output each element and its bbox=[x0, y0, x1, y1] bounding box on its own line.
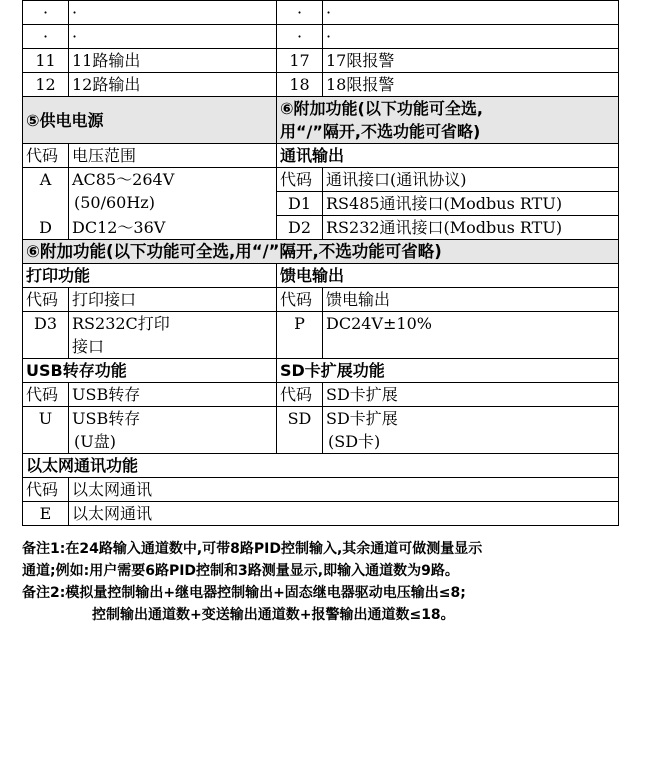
note-2-line-1: 备注2:模拟量控制输出+继电器控制输出+固态继电器驱动电压输出≤8; bbox=[22, 585, 466, 601]
comm-output-title: 通讯输出 bbox=[277, 144, 619, 168]
sd-desc-line2: (SD卡) bbox=[328, 432, 381, 451]
usb-desc bbox=[69, 407, 277, 454]
power-desc-a-line1: AC85～264V bbox=[72, 170, 175, 189]
table-row bbox=[23, 288, 619, 312]
sd-code: SD bbox=[277, 407, 323, 454]
output-name: 11路输出 bbox=[69, 49, 277, 73]
table-row bbox=[23, 383, 619, 407]
power-desc-a bbox=[69, 168, 277, 216]
table-row bbox=[23, 25, 619, 49]
usb-desc-line1: USB转存 bbox=[72, 409, 141, 428]
feed-desc: DC24V±10% bbox=[323, 312, 619, 359]
section-header-row bbox=[23, 240, 619, 264]
output-code: · bbox=[23, 1, 69, 25]
table-row bbox=[23, 502, 619, 526]
usb-desc-line2: (U盘) bbox=[74, 432, 116, 451]
addon-full-title: ⑥附加功能(以下功能可全选,用“/”隔开,不选功能可省略) bbox=[23, 240, 619, 264]
comm-interface-header: 通讯接口(通讯协议) bbox=[323, 168, 619, 192]
feed-code: P bbox=[277, 312, 323, 359]
table-row bbox=[23, 144, 619, 168]
ethernet-title: 以太网通讯功能 bbox=[23, 454, 619, 478]
table-row bbox=[23, 1, 619, 25]
sd-desc-line1: SD卡扩展 bbox=[326, 409, 398, 428]
output-name: · bbox=[69, 25, 277, 49]
table-row bbox=[23, 73, 619, 97]
alarm-name: 17限报警 bbox=[323, 49, 619, 73]
feed-output-header: 馈电输出 bbox=[323, 288, 619, 312]
addon-section-title bbox=[277, 97, 619, 144]
section-header-row bbox=[23, 97, 619, 144]
alarm-code: · bbox=[277, 25, 323, 49]
comm-code: D1 bbox=[277, 192, 323, 216]
comm-desc: RS485通讯接口(Modbus RTU) bbox=[323, 192, 619, 216]
output-code: 12 bbox=[23, 73, 69, 97]
power-code-a: A bbox=[23, 168, 69, 216]
feed-title: 馈电输出 bbox=[277, 264, 619, 288]
usb-code: U bbox=[23, 407, 69, 454]
table-row bbox=[23, 168, 619, 192]
table-row bbox=[23, 478, 619, 502]
note-2-line-2: 控制输出通道数+变送输出通道数+报警输出通道数≤18。 bbox=[92, 607, 455, 623]
output-name: 12路输出 bbox=[69, 73, 277, 97]
model-spec-table bbox=[22, 0, 619, 526]
code-column-header: 代码 bbox=[23, 288, 69, 312]
print-code: D3 bbox=[23, 312, 69, 359]
sd-header: SD卡扩展 bbox=[323, 383, 619, 407]
power-section-title: ⑤供电电源 bbox=[23, 97, 277, 144]
print-title: 打印功能 bbox=[23, 264, 277, 288]
table-row bbox=[23, 407, 619, 454]
ethernet-code: E bbox=[23, 502, 69, 526]
code-column-header: 代码 bbox=[23, 144, 69, 168]
note-1-line-2: 通道;例如:用户需要6路PID控制和3路测量显示,即输入通道数为9路。 bbox=[22, 563, 459, 579]
code-column-header: 代码 bbox=[23, 478, 69, 502]
alarm-code: 18 bbox=[277, 73, 323, 97]
output-code: · bbox=[23, 25, 69, 49]
usb-title: USB转存功能 bbox=[23, 359, 277, 383]
alarm-name: · bbox=[323, 25, 619, 49]
power-desc-d: DC12～36V bbox=[69, 216, 277, 240]
usb-header: USB转存 bbox=[69, 383, 277, 407]
ethernet-desc: 以太网通讯 bbox=[69, 502, 619, 526]
table-row bbox=[23, 454, 619, 478]
sd-desc bbox=[323, 407, 619, 454]
table-row bbox=[23, 49, 619, 73]
alarm-name: · bbox=[323, 1, 619, 25]
code-column-header: 代码 bbox=[277, 168, 323, 192]
power-code-d: D bbox=[23, 216, 69, 240]
print-desc-line2: 接口 bbox=[72, 337, 105, 356]
addon-title-line2: 用“/”隔开,不选功能可省略) bbox=[280, 122, 481, 141]
notes-block bbox=[22, 538, 618, 626]
comm-desc: RS232通讯接口(Modbus RTU) bbox=[323, 216, 619, 240]
output-name: · bbox=[69, 1, 277, 25]
table-row bbox=[23, 359, 619, 383]
sd-title: SD卡扩展功能 bbox=[277, 359, 619, 383]
print-interface-header: 打印接口 bbox=[69, 288, 277, 312]
power-desc-a-line2: (50/60Hz) bbox=[74, 193, 155, 212]
code-column-header: 代码 bbox=[23, 383, 69, 407]
code-column-header: 代码 bbox=[277, 288, 323, 312]
output-code: 11 bbox=[23, 49, 69, 73]
print-desc bbox=[69, 312, 277, 359]
table-row bbox=[23, 264, 619, 288]
ethernet-header: 以太网通讯 bbox=[69, 478, 619, 502]
print-desc-line1: RS232C打印 bbox=[72, 314, 170, 333]
comm-code: D2 bbox=[277, 216, 323, 240]
alarm-code: · bbox=[277, 1, 323, 25]
note-1-line-1: 备注1:在24路输入通道数中,可带8路PID控制输入,其余通道可做测量显示 bbox=[22, 541, 483, 557]
alarm-code: 17 bbox=[277, 49, 323, 73]
voltage-range-header: 电压范围 bbox=[69, 144, 277, 168]
addon-title-line1: ⑥附加功能(以下功能可全选, bbox=[280, 99, 483, 118]
table-row bbox=[23, 312, 619, 359]
alarm-name: 18限报警 bbox=[323, 73, 619, 97]
spec-sheet bbox=[22, 0, 618, 626]
code-column-header: 代码 bbox=[277, 383, 323, 407]
